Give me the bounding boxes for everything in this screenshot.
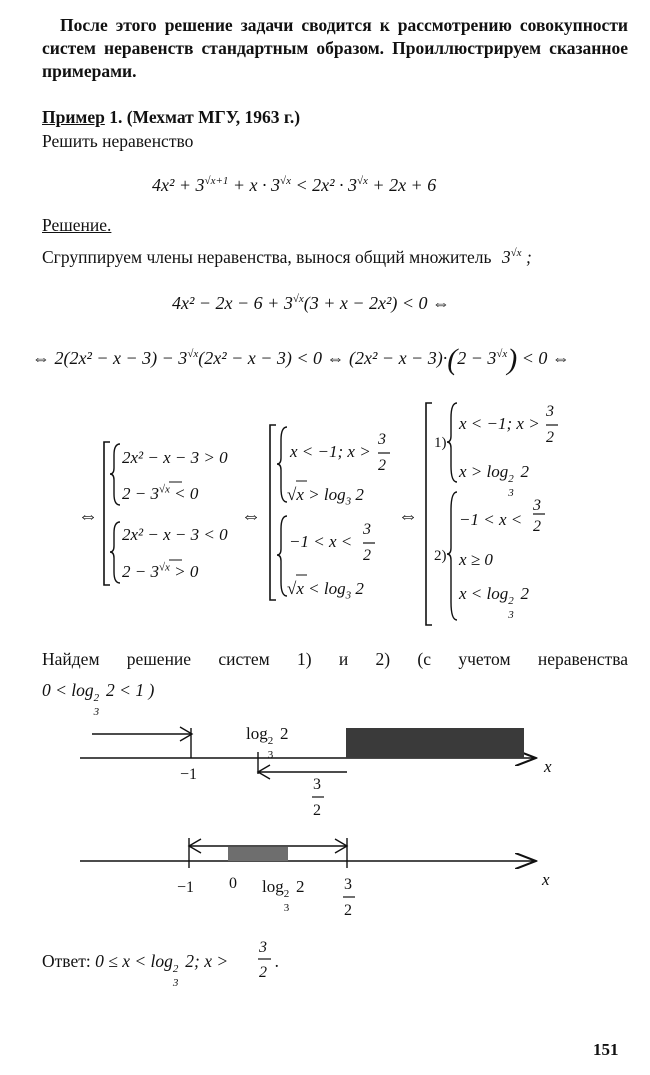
axis-2-var: x [542,870,550,889]
big-paren-right: ) [507,343,518,376]
axis-1-var: x [544,757,552,776]
eq-part: 4x² + 3 [152,175,205,195]
case-label-2: 2) [434,548,447,564]
eq-part: 2 − 3 [122,484,159,503]
eq-sub: 3 [172,977,179,989]
answer-label: Ответ: [42,951,91,971]
eq-part: (3 + x − 2x²) < 0 ⇔ [303,293,451,313]
eq-part: ⇔ 2(2x² − x − 3) − 3 [32,348,188,368]
axis-1-frac-den: 2 [313,802,321,819]
eq-part: 0 < log [42,680,94,700]
eq-exp: √x+1 [204,175,229,187]
eq-part: + x · 3 [228,175,281,195]
eq-exp: √x [357,175,368,187]
example-label: Пример [42,107,105,127]
eq-exp: √x [158,483,170,496]
eq-part: √x > log [287,485,346,504]
eq-sup: 2 [267,735,274,747]
axis-2-frac-num: 3 [344,876,352,893]
frac-num: 3 [363,521,371,538]
eq-exp: √x [496,348,508,360]
eq-sub: 3 [508,609,514,621]
eq-part: 2 − 3 [122,562,159,581]
example-task: Решить неравенство [42,131,194,151]
example-source: (Мехмат МГУ, 1963 г.) [126,107,301,127]
eq-sub: 3 [345,495,352,508]
eq-sup: 2 [172,963,179,975]
eq-part: 2 [516,462,529,481]
eq-part: x < log [459,584,509,603]
eq-part: 2 [351,485,364,504]
eq-sub: 3 [508,487,514,499]
axis-2-label-log [262,875,305,914]
eq-part: 2 [291,877,305,896]
intro-paragraph: После этого решение задачи сводится к рассмотрению совокупности систем неравенств стандартным образом. Проиллюстрируем сказанное примерами. [42,15,628,81]
factor-exp: √x [510,247,522,260]
eq-exp: √x [292,293,304,305]
frac-num: 3 [533,497,541,514]
eq-part: + 2x + 6 [367,175,437,195]
eq-part: √x < log [287,579,346,598]
equiv-arrow-1: ⇔ [78,505,98,527]
axis-2-label-zero: 0 [229,875,237,892]
factor-tail: ; [525,247,532,267]
case-label-1: 1) [434,435,447,451]
axis-1-frac-num: 3 [313,776,321,793]
eq-part: 2 [351,579,364,598]
eq-part: 4x² − 2x − 6 + 3 [172,293,293,313]
equiv-arrow-3: ⇔ [398,505,418,527]
case2-line-a: −1 < x < [459,510,523,529]
answer-frac-num: 3 [259,939,267,956]
eq-part: < 2x² · 3 [290,175,357,195]
frac-num: 3 [378,431,386,448]
system3-line-a: x < −1; x > [290,442,371,461]
system4-line-a: −1 < x < [289,532,353,551]
find-text: Найдем решение систем 1) и 2) (с учетом неравенства [42,649,628,669]
factor-base: 3 [501,247,511,267]
system1-line-a: 2x² − x − 3 > 0 [122,448,228,467]
frac-den: 2 [363,547,371,564]
eq-sub: 3 [283,902,290,914]
answer [42,950,229,989]
eq-part: (2x² − x − 3) < 0 ⇔ (2x² − x − 3)· [198,348,448,368]
group-text-body: Сгруппируем члены неравенства, вынося общий множитель [42,247,492,267]
eq-part: log [262,877,284,896]
frac-num: 3 [546,403,554,420]
eq-part: log [246,724,268,743]
axis-1-shaded-region [346,728,524,758]
answer-expression [95,951,229,989]
equiv-arrow-2: ⇔ [241,505,261,527]
case2-line-b: x ≥ 0 [459,550,493,569]
eq-part: x > log [459,462,509,481]
axis-1-label-minus1: −1 [180,766,198,783]
eq-sup: 2 [508,595,514,607]
axis-1-label-log [246,722,289,761]
eq-part: 2 − 3 [457,348,497,368]
answer-tail: . [275,951,280,971]
eq-exp: √x [187,348,199,360]
eq-sup: 2 [283,888,290,900]
eq-sub: 3 [93,706,100,718]
eq-sub: 3 [345,589,352,602]
example-number: 1. [109,107,123,127]
eq-sup: 2 [93,692,100,704]
page-number: 151 [593,1040,619,1059]
eq-exp: √x [158,561,170,574]
eq-part: 2; x > [180,951,229,971]
axis-2-label-minus1: −1 [177,879,195,896]
case1-line-a: x < −1; x > [459,414,540,433]
eq-sub: 3 [267,749,274,761]
axis-2-shaded-region [228,847,288,861]
solution-heading: Решение. [42,215,112,235]
eq-part: < 0 ⇔ [517,348,570,368]
eq-exp: √x [280,175,291,187]
frac-den: 2 [546,429,554,446]
eq-sup: 2 [508,473,514,485]
frac-den: 2 [533,518,541,535]
axis-2-frac-den: 2 [344,902,352,919]
eq-part: < 0 [169,484,199,503]
eq-part: 0 ≤ x < log [95,951,173,971]
frac-den: 2 [378,457,386,474]
eq-part: > 0 [169,562,199,581]
eq-part: 2 [275,724,289,743]
system2-line-a: 2x² − x − 3 < 0 [122,525,228,544]
eq-part: 2 < 1 ) [101,680,155,700]
answer-frac-den: 2 [259,964,267,981]
eq-part: 2 [516,584,529,603]
big-paren-left: ( [447,343,458,376]
